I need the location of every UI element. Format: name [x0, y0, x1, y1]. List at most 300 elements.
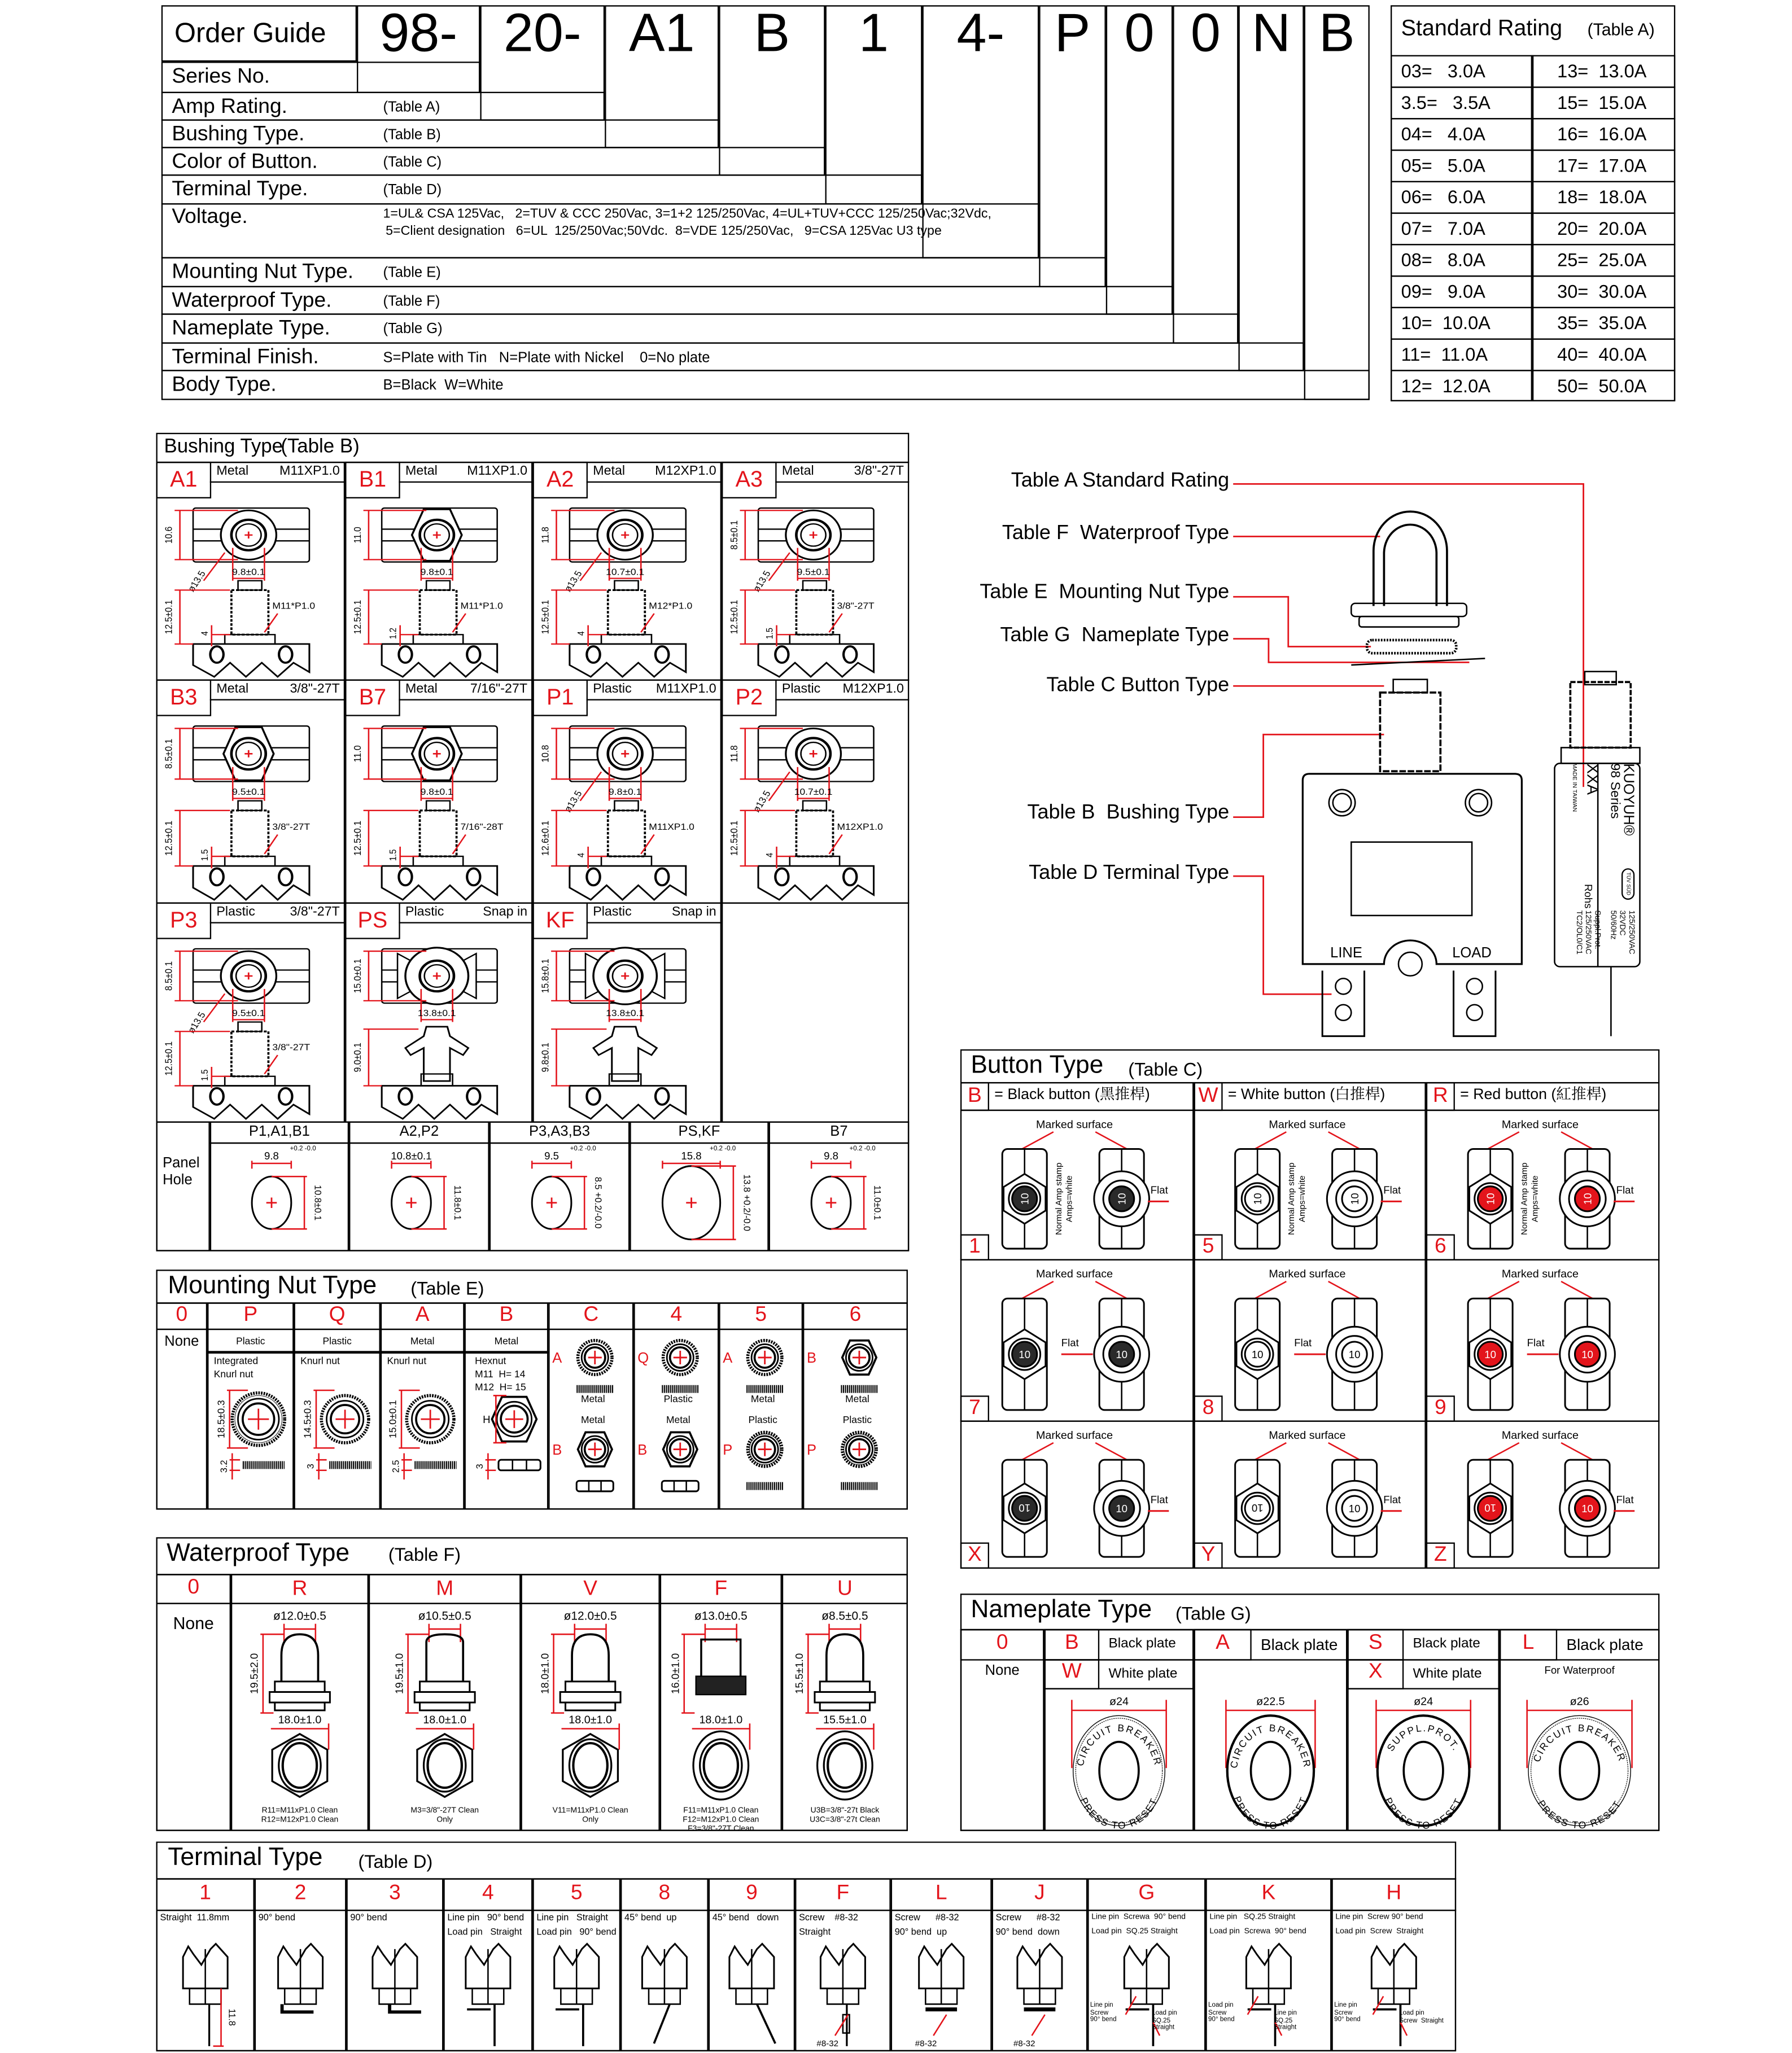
line-shape: [769, 553, 790, 581]
terminal-drawing: [709, 1910, 795, 2051]
dimension-label: 4: [576, 631, 587, 636]
rating-cell: 50= 50.0A: [1557, 375, 1647, 396]
button-variant-drawing: [1194, 1259, 1426, 1421]
dimension-label: 11.0: [352, 745, 364, 763]
waterproof-note: F3=3/8"-27T Clean: [688, 1823, 754, 1833]
dimension-label: 12.5±0.1: [728, 599, 740, 634]
nut-code: 5: [755, 1303, 767, 1327]
table-title: Button Type: [971, 1052, 1104, 1080]
line-shape: [829, 614, 842, 632]
rect-shape: [420, 1682, 470, 1692]
line-shape: [641, 835, 654, 854]
path-shape: [674, 1481, 687, 1491]
nameplate-bottom-text: [1078, 1796, 1160, 1831]
assembly-callout-label: Table D Terminal Type: [1029, 861, 1230, 885]
bushing-drawing: [345, 719, 532, 900]
center-cross-icon: [758, 1442, 772, 1456]
marked-surface-arrows: [1488, 1281, 1593, 1298]
amp-stamp: 10: [1251, 1502, 1264, 1514]
waterproof-note: F12=M12xP1.0 Clean: [683, 1814, 759, 1824]
nut-drawing: [381, 1351, 465, 1508]
waterproof-note: R11=M11xP1.0 Clean: [261, 1805, 338, 1815]
dimension-label: ø12.0±0.5: [273, 1609, 326, 1623]
dimension-label: 9.8±0.1: [539, 1043, 551, 1073]
path-shape: [925, 1949, 957, 2004]
assembly-callout-label: Table C Button Type: [1046, 674, 1230, 697]
bushing-code: B7: [359, 684, 387, 710]
nameplate-label: Black plate: [1413, 1635, 1480, 1652]
terminal-desc: 90° bend: [258, 1914, 296, 1923]
marked-surface-label: Marked surface: [1035, 1118, 1113, 1131]
marking-line: TC2/OL0/C1: [1574, 910, 1583, 955]
path-shape: [816, 1723, 873, 1749]
bushing-drawing: [532, 501, 722, 677]
center-cross-icon: [686, 1197, 697, 1208]
path-shape: [230, 1454, 241, 1479]
thread-label: 3/8"-27T: [837, 601, 875, 611]
dimension-label: 3.2: [218, 1460, 229, 1473]
amp-stamp: 10: [1484, 1502, 1496, 1514]
code-segment: 0: [1124, 2, 1155, 63]
amp-stamp: 10: [1019, 1193, 1031, 1205]
button-color-code: B: [968, 1084, 982, 1108]
dimension-label: 8.5±0.1: [163, 961, 174, 991]
marked-surface-arrows: [1022, 1281, 1127, 1298]
panel-hole-drawing: [489, 1142, 630, 1251]
row-label: Amp Rating.: [172, 95, 287, 119]
nut-material: Metal: [750, 1393, 775, 1405]
nameplate-top-text-path: CIRCUIT BREAKER: [1531, 1722, 1628, 1764]
callout-leader-lines: [1233, 484, 1583, 994]
dimension-label: ø24: [1109, 1695, 1129, 1708]
button-stem: [426, 581, 450, 590]
terminal-annotation: Line pin Screw 90° bend: [1090, 2001, 1117, 2024]
ellipse-shape: [573, 1743, 607, 1788]
ellipse-shape: [587, 1088, 600, 1105]
row-label: Series No.: [172, 65, 270, 88]
rect-shape: [815, 1692, 875, 1702]
bushing-drawing: [156, 719, 346, 900]
ellipse-shape: [843, 646, 856, 663]
mounting-nut-shape: [1367, 640, 1456, 653]
terminal-desc: Load pin Screw Straight: [1335, 1928, 1424, 1936]
dimension-label: 18.0±1.0: [278, 1714, 322, 1727]
panel-hole-drawing: [210, 1142, 349, 1251]
bushing-base: [790, 634, 840, 644]
dimension-label: #8-32: [816, 2038, 839, 2048]
rect-shape: [565, 1702, 615, 1710]
waterproof-note: V11=M11xP1.0 Clean: [552, 1805, 628, 1815]
button-color-code: R: [1432, 1084, 1448, 1108]
button-variant-drawing: [1426, 1110, 1660, 1259]
dimension-label: #8-32: [1013, 2038, 1035, 2048]
nameplate-hole: [1404, 1742, 1443, 1800]
rating-cell: 16= 16.0A: [1557, 123, 1647, 145]
dimension-label: ø24: [1414, 1695, 1433, 1708]
thread-label: M12XP1.0: [837, 821, 883, 832]
waterproof-none-label: None: [173, 1613, 214, 1633]
bushing-thread-spec: Snap in: [483, 905, 528, 920]
waterproof-note: Only: [582, 1814, 598, 1824]
terminal-desc: Line pin 90° bend: [447, 1914, 525, 1923]
dimension-label: 12.6±0.1: [539, 820, 551, 856]
bushing-thread-spec: 3/8"-27T: [290, 682, 340, 697]
amp-stamp: 10: [1019, 1502, 1031, 1514]
path-shape: [316, 1454, 327, 1479]
terminal-block: [758, 866, 873, 900]
nameplate-label: Black plate: [1566, 1635, 1644, 1654]
terminal-drawing: [1331, 1910, 1456, 2051]
flat-label: Flat: [1383, 1493, 1401, 1505]
terminal-block: [570, 1085, 686, 1119]
waterproof-note: For Waterproof: [1544, 1664, 1615, 1676]
terminal-drawing: [1087, 1910, 1205, 2051]
nameplate-code: L: [1522, 1631, 1535, 1654]
nut-type-label: Integrated: [213, 1355, 259, 1367]
column-divider: [1531, 55, 1534, 401]
dimension-label: 19.5±2.0: [248, 1653, 260, 1695]
nut-option-letter: A: [552, 1350, 562, 1367]
path-shape: [513, 1460, 527, 1470]
terminal-drawing: [532, 1910, 620, 2051]
dimension-label: 10.7±0.1: [794, 786, 833, 797]
code-segment: B: [754, 2, 790, 63]
table-subtitle: (Table A): [1587, 19, 1655, 40]
line-shape: [204, 993, 225, 1022]
terminal-desc: Screw #8-32: [799, 1914, 858, 1923]
dimension-label: 10.6: [163, 526, 174, 544]
dimension-label: 8.5±0.1: [728, 520, 740, 550]
flat-label: Flat: [1383, 1184, 1401, 1196]
table-subtitle: (Table C): [1128, 1058, 1203, 1080]
dimension-label: 15.8: [681, 1150, 702, 1162]
amp-stamp: 10: [1252, 1193, 1264, 1205]
ellipse-shape: [655, 1088, 668, 1105]
amp-stamp-note: Normal Amp stamp: [1287, 1162, 1297, 1235]
bushing-base: [225, 856, 275, 866]
marked-surface-label: Marked surface: [1269, 1268, 1346, 1281]
nut-code: C: [583, 1303, 599, 1327]
marking-line: 32VDC: [1617, 910, 1625, 936]
marked-surface-label: Marked surface: [1269, 1118, 1346, 1131]
flat-label: Flat: [1616, 1184, 1634, 1196]
ellipse-shape: [279, 1739, 321, 1792]
marking-line: 50/60Hz: [1608, 910, 1616, 940]
amp-stamp-note: Normal Amp stamp: [1519, 1162, 1529, 1235]
terminal-desc: 45° bend down: [712, 1914, 779, 1923]
row-label: Terminal Type.: [172, 178, 308, 201]
bushing-code: P2: [735, 684, 763, 710]
order-guide-row: [161, 342, 1304, 371]
bushing-drawing: [345, 501, 532, 677]
nut-material: Metal: [666, 1413, 690, 1426]
terminal-desc: Straight: [799, 1928, 831, 1937]
line-shape: [769, 772, 790, 800]
marked-surface-arrows: [1022, 1132, 1127, 1149]
marked-surface-arrows: [1255, 1281, 1360, 1298]
table-title: Bushing Type: [164, 435, 283, 458]
waterproof-cap-drawing: [369, 1603, 521, 1831]
dimension-label: 11.0±0.1: [872, 1185, 882, 1220]
rect-shape: [576, 1481, 613, 1491]
nameplate-none-label: None: [985, 1663, 1020, 1679]
ellipse-shape: [424, 1739, 466, 1792]
cap-dome: [281, 1634, 318, 1682]
bushing-code: B1: [359, 467, 387, 492]
button-variant-drawing: [960, 1259, 1194, 1421]
row-note: (Table G): [383, 321, 443, 338]
terminal-pin: [556, 2004, 583, 2046]
bushing-base: [790, 856, 840, 866]
marking-rohs: Rohs: [1582, 884, 1594, 909]
bushing-thread-spec: M12XP1.0: [655, 464, 716, 479]
amp-stamp: 10: [1116, 1349, 1128, 1361]
center-cross-icon: [335, 1409, 354, 1428]
waterproof-ring: [693, 1731, 749, 1800]
marked-surface-arrows: [1255, 1443, 1360, 1460]
nut-code: P: [243, 1303, 258, 1327]
nut-type-label: Knurl nut: [213, 1368, 253, 1380]
row-label: Nameplate Type.: [172, 317, 330, 340]
path-shape: [213, 1989, 224, 2046]
dimension-label: 12.5±0.1: [163, 599, 174, 634]
cap-dome: [572, 1634, 609, 1682]
row-note: 5=Client designation 6=UL 125/250Vac;50Vdc. 8=VDE 125/250Vac, 9=CSA 125Vac U3 type: [386, 224, 942, 239]
center-cross-icon: [758, 1351, 772, 1364]
marked-surface-arrows: [1022, 1443, 1127, 1460]
terminal-desc: Screw #8-32: [995, 1914, 1060, 1923]
terminal-code: H: [1386, 1882, 1402, 1905]
dimension-lines: [174, 590, 230, 646]
assembly-callout-label: Table G Nameplate Type: [1000, 624, 1230, 647]
nameplate-code: B: [1064, 1631, 1079, 1654]
marked-surface-label: Marked surface: [1035, 1268, 1113, 1281]
waterproof-cap-drawing: [660, 1603, 782, 1831]
nameplate-bottom-text: [1383, 1796, 1465, 1831]
flat-label: Flat: [1294, 1337, 1312, 1349]
rect-shape: [820, 1682, 869, 1692]
ellipse-shape: [427, 1743, 461, 1788]
rating-cell: 06= 6.0A: [1401, 186, 1485, 208]
ellipse-shape: [279, 646, 292, 663]
waterproof-note: M3=3/8"-27T Clean: [410, 1805, 479, 1815]
terminal-block: [193, 644, 309, 677]
rect-shape: [820, 1702, 869, 1710]
label-window: [1351, 842, 1472, 916]
row-note: (Table C): [383, 155, 442, 171]
bushing-code: A1: [170, 467, 198, 492]
circle-shape: [1333, 794, 1352, 812]
waterproof-code-none: 0: [187, 1576, 200, 1599]
dimension-lines: [551, 811, 606, 869]
center-cross-icon: [421, 1409, 439, 1428]
terminal-block: [382, 866, 497, 900]
row-label: Waterproof Type.: [172, 290, 332, 313]
rating-cell: 17= 17.0A: [1557, 155, 1647, 176]
dimension-label: 1.2: [388, 628, 399, 640]
code-segment: A1: [628, 2, 695, 63]
line-shape: [829, 835, 842, 854]
nut-material: Plastic: [748, 1413, 777, 1426]
ellipse-shape: [210, 646, 223, 663]
snap-in-body: [593, 1027, 657, 1081]
path-shape: [649, 1949, 680, 2004]
nut-material: Metal: [845, 1393, 869, 1405]
row-note: (Table E): [383, 265, 441, 281]
marking-series: 98 Series: [1607, 763, 1621, 819]
terminal-desc: Load pin SQ.25 Straight: [1091, 1928, 1178, 1936]
amp-stamp: 10: [1348, 1503, 1361, 1515]
terminal-code: 2: [294, 1882, 307, 1905]
bushing-thread-spec: M11XP1.0: [467, 464, 528, 479]
dimension-label: 3: [475, 1464, 486, 1469]
path-shape: [429, 1624, 461, 1643]
bushing-material: Metal: [781, 464, 814, 479]
dimension-label: ø13.5: [562, 569, 584, 594]
terminal-desc: Line pin Screw 90° bend: [1335, 1914, 1423, 1922]
nameplate-top-text: [1074, 1722, 1164, 1767]
dimension-label: 9.8±0.1: [608, 786, 642, 797]
dimension-label: +0.2 -0.0: [290, 1144, 316, 1152]
terminal-code: L: [935, 1882, 947, 1905]
rect-shape: [420, 1702, 470, 1710]
panel-hole-codes: A2,P2: [399, 1124, 439, 1140]
flat-label: Flat: [1061, 1337, 1079, 1349]
bushing-drawing: [532, 719, 722, 900]
button-variant-code: 9: [1434, 1397, 1446, 1420]
bushing-drawing: [722, 501, 909, 677]
terminal-drawing: [620, 1910, 709, 2051]
rating-cell: 35= 35.0A: [1557, 312, 1647, 334]
dimension-label: 15.0±0.1: [352, 958, 364, 993]
nut-material: Metal: [494, 1335, 519, 1347]
panel-hole-drawing: [769, 1142, 910, 1251]
ellipse-shape: [399, 868, 412, 885]
button-stem: [238, 1022, 262, 1032]
code-segment: 0: [1190, 2, 1221, 63]
dimension-label: 12.5±0.1: [163, 1041, 174, 1076]
path-shape: [1253, 1949, 1284, 2004]
center-cross-icon: [853, 1351, 866, 1364]
nut-code-none: 0: [176, 1303, 188, 1327]
path-shape: [561, 1949, 592, 2004]
table-title: Waterproof Type: [167, 1539, 350, 1568]
marked-surface-label: Marked surface: [1035, 1429, 1113, 1442]
waterproof-note: F11=M11xP1.0 Clean: [683, 1805, 759, 1815]
waterproof-code: F: [714, 1578, 728, 1600]
center-cross-icon: [588, 1351, 602, 1364]
terminal-code: G: [1138, 1882, 1155, 1905]
amp-stamp: 10: [1484, 1193, 1497, 1205]
snap-in-body: [405, 1027, 469, 1081]
dimension-label: 18.0±1.0: [539, 1653, 551, 1695]
bushing-material: Plastic: [216, 905, 255, 920]
dimension-label: 15.5±1.0: [793, 1653, 806, 1695]
center-cross-icon: [547, 1197, 557, 1208]
table-subtitle: (Table E): [410, 1277, 484, 1299]
table-title: Mounting Nut Type: [168, 1272, 377, 1300]
thread-label: 3/8"-27T: [272, 821, 311, 832]
flat-label: Flat: [1150, 1493, 1168, 1505]
terminal-pin: [1126, 2004, 1153, 2046]
marked-surface-arrows: [1255, 1132, 1360, 1149]
bushing-thread-spec: 3/8"-27T: [854, 464, 904, 479]
center-cross-icon: [826, 1197, 837, 1208]
ellipse-shape: [828, 1743, 862, 1788]
button-stem: [426, 801, 450, 811]
panel-hole-label: Panel Hole: [163, 1155, 200, 1188]
dimension-label: 8.5 +0.2/-0.0: [592, 1176, 603, 1229]
dimension-label: 9.0±0.1: [352, 1043, 364, 1073]
rating-cell: 40= 40.0A: [1557, 343, 1647, 365]
button-variant-drawing: [1426, 1259, 1660, 1421]
circle-shape: [1469, 794, 1488, 812]
marking-brand: KUOYUH®: [1620, 763, 1636, 836]
code-segment: 4-: [956, 2, 1005, 63]
rating-cell: 09= 9.0A: [1401, 281, 1485, 302]
bushing-code: P1: [546, 684, 574, 710]
dimension-lines: [551, 590, 606, 646]
line-shape: [453, 835, 466, 854]
rating-cell: 3.5= 3.5A: [1401, 91, 1491, 113]
terminal-pin: [1248, 2004, 1275, 2046]
button-color-label: = Red button (紅推桿): [1460, 1087, 1607, 1104]
nameplate-none-column: [960, 1629, 1044, 1831]
dimension-label: 9.5±0.1: [797, 567, 830, 577]
dimension-label: 12.5±0.1: [728, 820, 740, 856]
circle-shape: [1467, 978, 1483, 994]
cap-body: [701, 1640, 741, 1679]
amp-stamp-note: Amps=white: [1297, 1175, 1307, 1223]
terminal-desc: 45° bend up: [624, 1914, 677, 1923]
terminal-annotation: Load pin Screw 90° bend: [1208, 2001, 1235, 2024]
bushing-thread: [231, 590, 269, 634]
nut-option-letter: B: [637, 1442, 648, 1458]
dimension-label: 13.8±0.1: [417, 1008, 456, 1018]
amp-stamp: 10: [1019, 1349, 1031, 1361]
waterproof-note: R12=M12xP1.0 Clean: [261, 1814, 339, 1824]
thread-label: 7/16"-28T: [460, 821, 504, 832]
terminal-pin: [282, 2004, 314, 2012]
center-cross-icon: [248, 1409, 269, 1430]
order-guide-row: [161, 370, 1370, 400]
dimension-label: 15.5±1.0: [823, 1714, 867, 1727]
dimension-label: 12.5±0.1: [539, 599, 551, 634]
ellipse-shape: [775, 868, 788, 885]
rating-cell: 10= 10.0A: [1401, 312, 1491, 334]
code-segment: P: [1054, 2, 1091, 63]
row-note: 1=UL& CSA 125Vac, 2=TUV & CCC 250Vac, 3=1+2 125/250Vac, 4=UL+TUV+CCC 125/250Vac;32Vdc,: [383, 207, 991, 222]
path-shape: [692, 1723, 750, 1749]
dimension-label: 11.8: [728, 745, 740, 763]
dimension-label: 9.5±0.1: [232, 786, 265, 797]
bushing-code: A2: [546, 467, 574, 492]
dimension-label: 13.8 +0.2/-0.0: [741, 1174, 752, 1232]
table-title: Standard Rating: [1401, 15, 1563, 41]
rating-cell: 11= 11.0A: [1401, 343, 1488, 365]
nut-drawing: [465, 1351, 549, 1508]
dimension-label: 10.7±0.1: [606, 567, 645, 577]
marking-tuv: TÜV SÜD: [1621, 868, 1634, 899]
button-variant-code: Z: [1433, 1543, 1447, 1566]
panel-hole-drawing: [630, 1142, 768, 1251]
terminal-desc: Load pin 90° bend: [536, 1928, 617, 1937]
ellipse-shape: [655, 868, 668, 885]
circle-shape: [1335, 978, 1351, 994]
amp-stamp: 10: [1484, 1349, 1496, 1361]
nameplate-code: W: [1061, 1660, 1082, 1683]
terminal-code: 8: [658, 1882, 671, 1905]
